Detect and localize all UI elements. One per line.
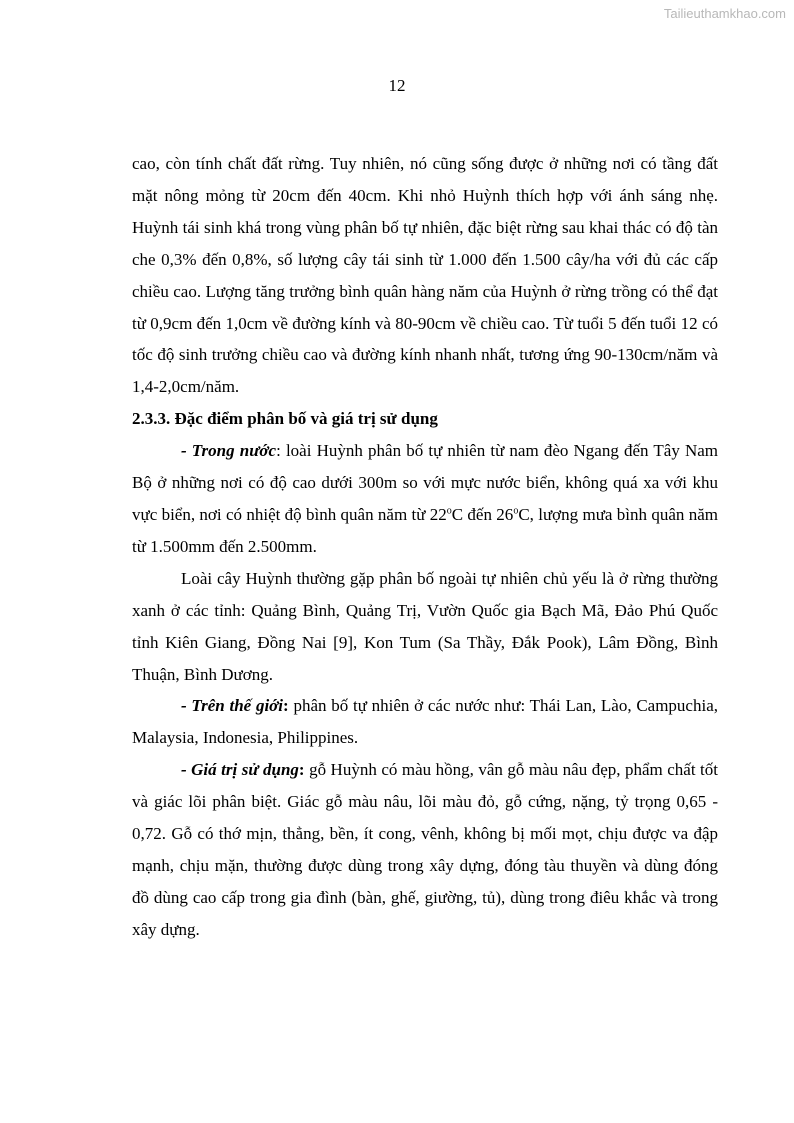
paragraph-world (132, 690, 718, 754)
usage-lead: - Giá trị sử dụng (181, 760, 299, 780)
domestic-text-a: : loài Huỳnh phân bố tự nhiên từ nam đèo Ngang đến Tây Nam Bộ ở những nơi có độ cao dưới 300m so với mực nước biển, không quá xa với khu vực biển, nơi có nhiệt độ bình quân năm từ 22 (132, 441, 719, 524)
domestic-text-b: C đến 26 (451, 504, 514, 524)
usage-colon: : (298, 760, 305, 780)
world-colon: : (283, 696, 289, 716)
section-heading: 2.3.3. Đặc điểm phân bố và giá trị sử dụng (132, 409, 438, 429)
degree-mark: o (513, 505, 519, 517)
degree-mark: o (446, 505, 452, 517)
watermark: Tailieuthamkhao.com (663, 6, 786, 21)
world-text: phân bố tự nhiên ở các nước như: Thái Lan, Lào, Campuchia, Malaysia, Indonesia, Philippines. (132, 696, 718, 748)
usage-text: gỗ Huỳnh có màu hồng, vân gỗ màu nâu đẹp, phẩm chất tốt và giác lõi phân biệt. Giác gỗ màu nâu, lõi màu đỏ, gỗ cứng, nặng, tỷ trọng 0,65 - 0,72. Gỗ có thớ mịn, thẳng, bền, ít cong, vênh, không bị mối mọt, chịu được va đập mạnh, chịu mặn, thường được dùng trong xây dựng, đóng tàu thuyền và dùng đóng đồ dùng cao cấp trong gia đình (bàn, ghế, giường, tủ), dùng trong điêu khắc và trong xây dựng. (132, 760, 718, 939)
document-body (132, 148, 718, 946)
page-number: 12 (388, 76, 406, 95)
paragraph-domestic (132, 435, 718, 563)
paragraph-growth: cao, còn tính chất đất rừng. Tuy nhiên, nó cũng sống được ở những nơi có tầng đất mặt nông mỏng từ 20cm đến 40cm. Khi nhỏ Huỳnh thích hợp với ánh sáng nhẹ. Huỳnh tái sinh khá trong vùng phân bố tự nhiên, đặc biệt rừng sau khai thác có độ tàn che 0,3% đến 0,8%, số lượng cây tái sinh từ 1.000 đến 1.500 cây/ha với đủ các cấp chiều cao. Lượng tăng trưởng bình quân hàng năm của Huỳnh ở rừng trồng có thể đạt từ 0,9cm đến 1,0cm về đường kính và 80-90cm về chiều cao. Từ tuổi 5 đến tuổi 12 có tốc độ sinh trưởng chiều cao và đường kính nhanh nhất, tương ứng 90-130cm/năm và 1,4-2,0cm/năm. (132, 154, 718, 397)
paragraph-usage (132, 754, 718, 945)
paragraph-species-locations: Loài cây Huỳnh thường gặp phân bố ngoài tự nhiên chủ yếu là ở rừng thường xanh ở các tỉnh: Quảng Bình, Quảng Trị, Vườn Quốc gia Bạch Mã, Đảo Phú Quốc tỉnh Kiên Giang, Đồng Nai [9], Kon Tum (Sa Thầy, Đắk Pook), Lâm Đồng, Bình Thuận, Bình Dương. (132, 568, 718, 684)
domestic-text-c: C, lượng mưa bình quân năm từ 1.500mm đến 2.500mm. (132, 504, 718, 556)
domestic-lead: - Trong nước (181, 441, 277, 461)
world-lead: - Trên thế giới (181, 696, 284, 716)
